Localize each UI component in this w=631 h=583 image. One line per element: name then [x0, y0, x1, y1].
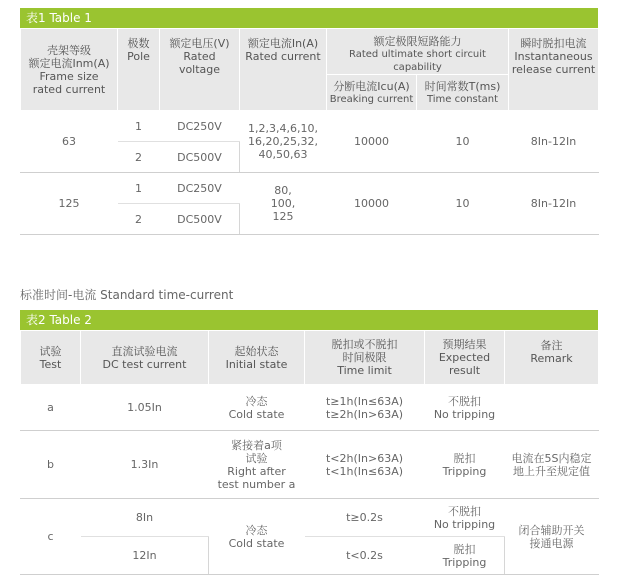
cell-text: 不脱扣	[448, 504, 481, 518]
cell-text: 不脱扣	[448, 394, 481, 408]
header-initial-state	[209, 331, 305, 385]
cell-text: Right after	[227, 464, 286, 478]
header-rated-current	[240, 29, 327, 111]
header-instantaneous	[509, 29, 599, 111]
header-text: Rated current	[245, 50, 321, 63]
time-limit-cell	[305, 385, 425, 431]
time-constant-cell: 10	[417, 111, 509, 173]
result-cell	[425, 385, 505, 431]
header-text: 额定电流Inm(A)	[28, 56, 110, 70]
header-text: result	[448, 364, 481, 377]
cell-text: No tripping	[433, 517, 496, 531]
time-limit-cell: t<0.2s	[305, 537, 425, 575]
table-row	[21, 499, 599, 537]
cell-text: 冷态	[245, 394, 268, 408]
header-text: Rated	[183, 50, 216, 63]
frame-size-cell: 63	[21, 111, 118, 173]
rated-current-cell	[240, 111, 327, 173]
cell-text: 125	[272, 210, 294, 223]
header-text: release current	[511, 63, 596, 76]
result-cell	[425, 537, 505, 575]
cell-text: 80,	[274, 184, 292, 197]
header-text: Rated ultimate short circuit capability	[349, 49, 486, 73]
header-text: 时间极限	[342, 351, 387, 364]
header-text: 时间常数T(ms)	[424, 79, 501, 93]
pole-cell: 2	[118, 142, 160, 173]
cell-text: 1,2,3,4,6,10,	[248, 122, 318, 135]
cell-text: Cold state	[228, 407, 285, 421]
initial-state-cell	[209, 499, 305, 575]
header-text: Time constant	[426, 93, 499, 105]
cell-text: 试验	[245, 451, 268, 465]
cell-text: 地上升至规定值	[513, 464, 590, 478]
header-frame-size	[21, 29, 118, 111]
table-row	[21, 431, 599, 499]
cell-text: t<2h(In>63A)	[325, 451, 404, 465]
header-text: 脱扣或不脱扣	[331, 338, 398, 351]
table1-title-bar	[20, 8, 598, 28]
table2-title: 表2 Table 2	[26, 313, 92, 327]
cell-text: 脱扣	[453, 451, 476, 465]
result-cell	[425, 499, 505, 537]
cell-text: t<1h(In≤63A)	[325, 464, 404, 478]
header-text: 瞬时脱扣电流	[520, 37, 587, 50]
instantaneous-cell: 8In-12In	[509, 111, 599, 173]
header-text: Time limit	[337, 364, 392, 377]
voltage-cell: DC250V	[160, 173, 240, 204]
cell-text: 脱扣	[453, 542, 476, 556]
cell-text: 冷态	[245, 523, 268, 537]
header-text: 额定极限短路能力	[373, 35, 462, 48]
cell-text: 紧接着a项	[231, 438, 282, 452]
dc-current-cell: 12In	[81, 537, 209, 575]
initial-state-cell	[209, 385, 305, 431]
header-text: 额定电流In(A)	[247, 37, 319, 50]
header-voltage	[160, 29, 240, 111]
table2-title-bar	[20, 310, 598, 330]
header-text: Remark	[530, 352, 573, 365]
dc-current-cell: 8In	[81, 499, 209, 537]
header-text: Pole	[127, 50, 150, 63]
header-breaking-capacity	[327, 29, 509, 75]
header-text: Initial state	[225, 357, 288, 371]
voltage-cell: DC500V	[160, 142, 240, 173]
header-text: 额定电压(V)	[169, 37, 230, 50]
cell-text: t≥1h(In≤63A)	[325, 394, 404, 408]
breaking-current-cell: 10000	[327, 173, 417, 235]
pole-cell: 1	[118, 173, 160, 204]
table1-title: 表1 Table 1	[26, 11, 92, 25]
pole-cell: 1	[118, 111, 160, 142]
header-expected-result	[425, 331, 505, 385]
pole-cell: 2	[118, 204, 160, 235]
time-constant-cell: 10	[417, 173, 509, 235]
header-text: 壳架等级	[47, 43, 91, 57]
instantaneous-cell: 8In-12In	[509, 173, 599, 235]
cell-text: Cold state	[228, 536, 285, 550]
header-text: 极数	[127, 37, 150, 50]
header-dc-test-current	[81, 331, 209, 385]
header-text: Frame size	[39, 69, 99, 83]
header-text: voltage	[178, 63, 221, 76]
standard-time-current-caption: 标准时间-电流 Standard time-current	[20, 288, 234, 302]
cell-text: 16,20,25,32,	[248, 135, 318, 148]
table-row	[21, 385, 599, 431]
table1	[20, 28, 599, 235]
header-text: Breaking current	[329, 93, 414, 105]
header-test	[21, 331, 81, 385]
time-limit-cell	[305, 431, 425, 499]
cell-text: 接通电源	[529, 536, 574, 550]
header-breaking-current	[327, 75, 417, 111]
header-text: Test	[39, 357, 62, 371]
initial-state-cell	[209, 431, 305, 499]
header-text: rated current	[32, 82, 106, 96]
remark-cell	[505, 499, 599, 575]
voltage-cell: DC250V	[160, 111, 240, 142]
result-cell	[425, 431, 505, 499]
cell-text: 100,	[270, 197, 296, 210]
voltage-cell: DC500V	[160, 204, 240, 235]
header-text: Instantaneous	[514, 50, 593, 63]
remark-cell	[505, 431, 599, 499]
header-text: 预期结果	[442, 338, 487, 351]
header-text: 备注	[540, 339, 563, 352]
cell-text: test number a	[217, 477, 296, 491]
rated-current-cell	[240, 173, 327, 235]
cell-text: Tripping	[442, 464, 487, 478]
header-text: 分断电流Icu(A)	[333, 79, 410, 93]
cell-text: t≥2h(In>63A)	[325, 407, 404, 421]
header-pole	[118, 29, 160, 111]
dc-current-cell: 1.05In	[81, 385, 209, 431]
dc-current-cell: 1.3In	[81, 431, 209, 499]
cell-text: Tripping	[442, 555, 487, 569]
test-cell: a	[21, 385, 81, 431]
frame-size-cell: 125	[21, 173, 118, 235]
header-text: 起始状态	[234, 344, 279, 358]
test-cell: b	[21, 431, 81, 499]
breaking-current-cell: 10000	[327, 111, 417, 173]
cell-text: 电流在5S内稳定	[511, 451, 592, 465]
header-text: Expected	[438, 351, 491, 364]
time-limit-cell: t≥0.2s	[305, 499, 425, 537]
header-remark	[505, 331, 599, 385]
test-cell: c	[21, 499, 81, 575]
header-text: 直流试验电流	[111, 344, 178, 358]
cell-text: No tripping	[433, 407, 496, 421]
header-time-constant	[417, 75, 509, 111]
cell-text: 闭合辅助开关	[518, 523, 585, 537]
header-text: DC test current	[102, 357, 187, 371]
table2	[20, 330, 599, 575]
remark-cell	[505, 385, 599, 431]
header-text: 试验	[39, 344, 62, 358]
cell-text: 40,50,63	[258, 148, 308, 161]
header-time-limit	[305, 331, 425, 385]
